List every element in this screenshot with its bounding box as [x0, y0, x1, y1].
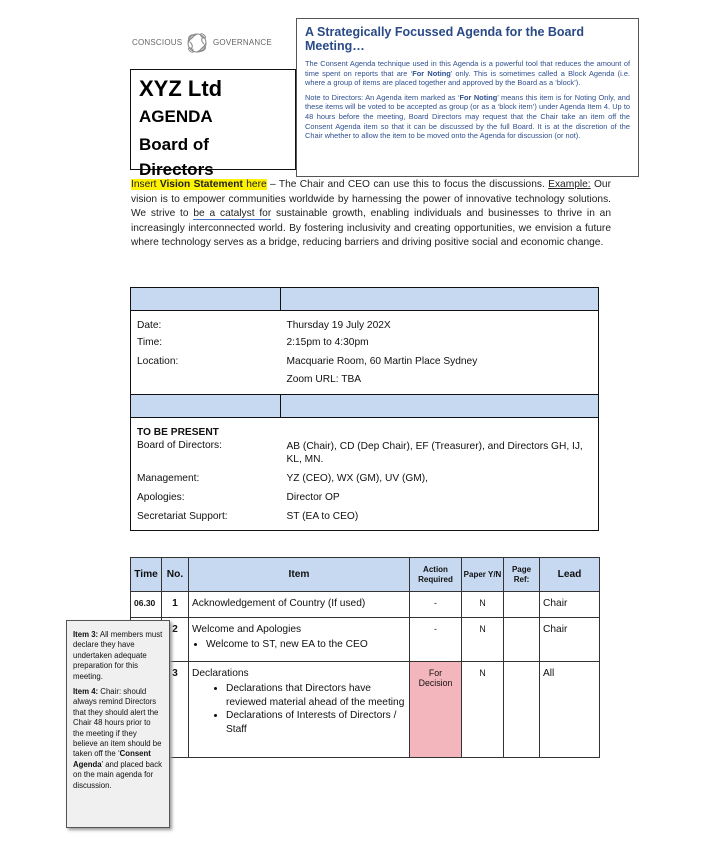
time-row [131, 337, 599, 356]
date-value: Thursday 19 July 202X [286, 320, 391, 331]
agenda-header-row [131, 558, 600, 592]
agenda-row-3 [131, 662, 600, 758]
present-heading-row [131, 418, 599, 440]
conscious-governance-logo [130, 26, 275, 60]
row-page-ref [504, 592, 540, 618]
date-row [131, 311, 599, 337]
col-paper: Paper Y/N [462, 558, 504, 592]
present-band [131, 395, 599, 418]
header-band [131, 288, 599, 311]
row-lead: All [540, 662, 600, 758]
row-action: - [410, 592, 462, 618]
date-label: Date: [137, 320, 162, 331]
item-3-note: Item 3: All members must declare they have undertaken adequate preparation for this meeting. [73, 630, 163, 681]
meeting-details-table [130, 287, 599, 531]
secretariat-label: Secretariat Support: [137, 510, 228, 522]
zoom-row [131, 374, 599, 395]
leaf-wreath-icon [182, 28, 212, 58]
location-label: Location: [137, 355, 179, 367]
agenda-row-1 [131, 592, 600, 618]
row-number: 2 [162, 618, 189, 662]
to-be-present-heading: TO BE PRESENT [137, 427, 219, 438]
apologies-value: Director OP [286, 491, 340, 503]
company-name: XYZ Ltd [139, 76, 223, 101]
consent-agenda-info-box [296, 18, 639, 177]
row-lead: Chair [540, 618, 600, 662]
agenda-items-table [130, 557, 600, 758]
col-page-ref: Page Ref: [504, 558, 540, 592]
logo-text-right: GOVERNANCE [213, 38, 272, 47]
example-label: Example: [548, 179, 591, 190]
location-value: Macquarie Room, 60 Martin Place Sydney [286, 355, 478, 367]
sub-item: • Declarations of Interests of Directors / Staff [226, 709, 406, 736]
management-label: Management: [137, 472, 200, 484]
secretariat-row [131, 511, 599, 531]
for-decision-badge: For Decision [410, 662, 462, 758]
col-action: Action Required [410, 558, 462, 592]
row-time: 06.30 [131, 592, 162, 618]
vision-statement: Insert Vision Statement here – The Chair and CEO can use this to focus the discussions. Example: Our vision is to empower communities worldwide by harnessing the power of innovative technology solutions. We strive to be a catalyst for sustainable growth, enabling individuals and businesses to thrive in an increasingly interconnected world. By fostering inclusivity and creating opportunities, we envision a future where technology serves as a bridge, reducing barriers and driving positive social and economic change. [131, 179, 611, 249]
title-box [130, 69, 296, 179]
sub-item: • Declarations that Directors have reviewed material ahead of the meeting [226, 682, 406, 709]
secretariat-value: ST (EA to CEO) [286, 510, 359, 522]
col-time: Time [131, 558, 162, 592]
logo-text-left: CONSCIOUS [132, 38, 183, 47]
management-row [131, 473, 599, 492]
agenda-row-2 [131, 618, 600, 662]
info-paragraph-2: Note to Directors: An Agenda item marked as ‘For Noting’ means this item is for Noting Only, and these items will be voted to be accepted as group (or as a ‘block item’) under Agenda Item 4. Up to 48 hours before the meeting, Board Directors may request that the Chair take an item off the Consent Agenda item so that it can be discussed by the full Board. It is at the discretion of the Chair whether to allow the item to be moved onto the Agenda for discussion (or not). [305, 92, 630, 141]
time-label: Time: [137, 336, 163, 348]
row-paper: N [462, 662, 504, 758]
row-number: 3 [162, 662, 189, 758]
board-heading: Board of Directors [139, 135, 214, 179]
row-page-ref [504, 662, 540, 758]
row-paper: N [462, 592, 504, 618]
info-box-title: A Strategically Focussed Agenda for the Board Meeting… [305, 25, 584, 53]
apologies-label: Apologies: [137, 491, 185, 503]
sub-item: • Welcome to ST, new EA to the CEO [206, 638, 406, 652]
row-action: - [410, 618, 462, 662]
management-members: YZ (CEO), WX (GM), UV (GM), [286, 472, 428, 484]
margin-note [66, 620, 170, 828]
row-page-ref [504, 618, 540, 662]
col-item: Item [189, 558, 410, 592]
agenda-heading: AGENDA [139, 107, 213, 126]
apologies-row [131, 492, 599, 511]
row-item: Acknowledgement of Country (If used) [189, 592, 410, 618]
board-label: Board of Directors: [137, 439, 222, 451]
row-item: Welcome and Apologies • Welcome to ST, new EA to the CEO [189, 618, 410, 662]
col-lead: Lead [540, 558, 600, 592]
row-number: 1 [162, 592, 189, 618]
row-item: Declarations • Declarations that Directors have reviewed material ahead of the meeting • Declarations of Interests of Directors / Staff [189, 662, 410, 758]
item-4-note: Item 4: Chair: should always remind Directors that they should alert the Chair 48 hours prior to the meeting if they believe an item should be taken off the ‘Consent Agenda’ and placed back on the main agenda for discussion. [73, 687, 162, 790]
zoom-url: Zoom URL: TBA [286, 373, 362, 385]
time-value: 2:15pm to 4:30pm [286, 336, 369, 348]
board-members: AB (Chair), CD (Dep Chair), EF (Treasurer), and Directors GH, IJ, KL, MN. [286, 440, 583, 465]
row-lead: Chair [540, 592, 600, 618]
info-paragraph-1: The Consent Agenda technique used in this Agenda is a powerful tool that reduces the amount of time spent on reports that are ‘For Noting’ only. This is sometimes called a Block Agenda (i.e. where a group of items are placed together and approved by the Board as a ‘block’). [305, 59, 630, 88]
row-paper: N [462, 618, 504, 662]
col-no: No. [162, 558, 189, 592]
vision-placeholder: Insert Vision Statement here [131, 179, 267, 190]
board-row [131, 440, 599, 473]
catalyst-phrase: be a catalyst for [193, 208, 272, 220]
location-row [131, 356, 599, 374]
